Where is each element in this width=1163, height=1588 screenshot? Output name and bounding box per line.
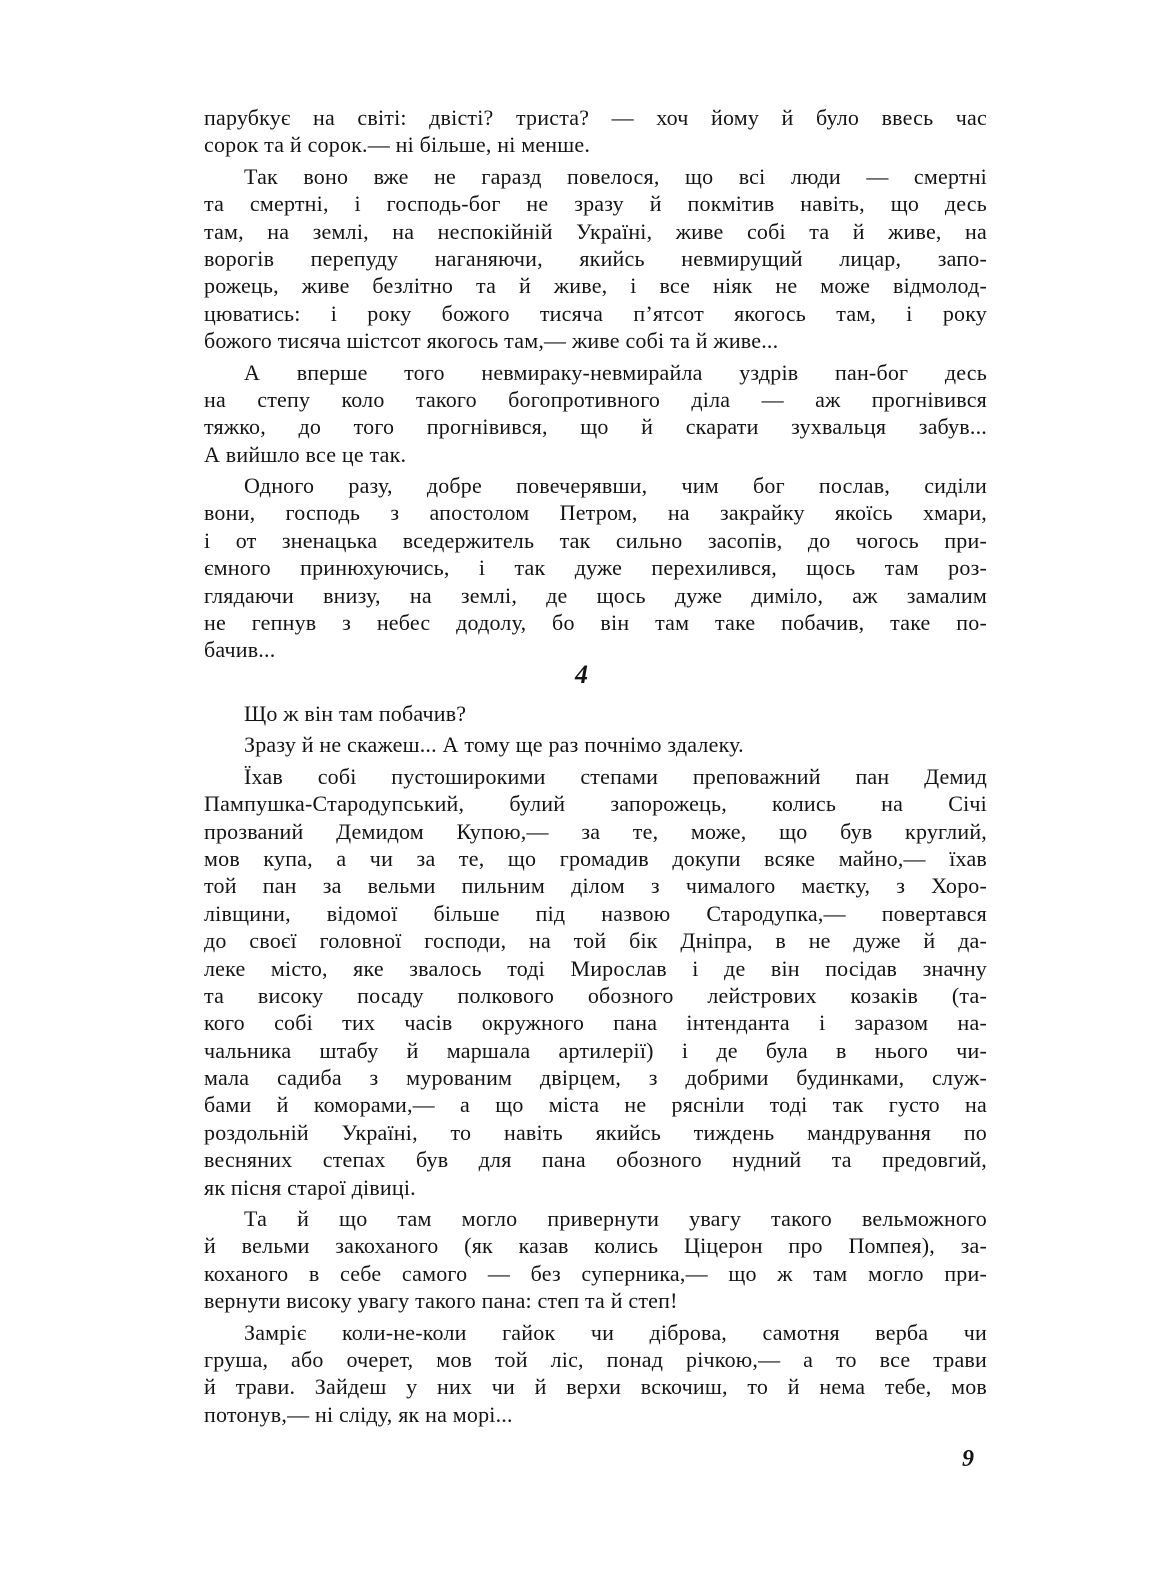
text-line: Та й що там могло привернути увагу такого вельможного [244,1206,987,1232]
text-line: не гепнув з небес додолу, бо він там таке побачив, таке по- [204,610,987,636]
text-line: як пісня старої дівиці. [204,1174,416,1200]
text-line: мов купа, а чи за те, що громадив докупи всяке майно,— їхав [204,845,987,871]
text-line: й трави. Зайдеш у них чи й верхи вскочиш, то й нема тебе, мов [204,1374,987,1400]
section-1-text [204,104,987,664]
text-line: на степу коло такого богопротивного діла — аж прогнівився [204,386,987,412]
text-line: та високу посаду полкового обозного лейстрових козаків (та- [204,982,987,1008]
text-line: прозваний Демидом Купою,— за те, може, що був круглий, [204,818,987,844]
text-line: й вельми закоханого (як казав колись Ціцерон про Помпея), за- [204,1233,987,1259]
paragraph [204,1205,987,1315]
text-line: Пампушка-Стародупський, булий запорожець, колись на Січі [204,791,987,817]
text-line: бачив... [204,637,276,663]
text-line: потонув,— ні сліду, як на морі... [204,1401,513,1427]
text-line: весняних степах був для пана обозного нудний та предовгий, [204,1147,987,1173]
text-line: ємного принюхуючись, і так дуже перехилився, щось там роз- [204,555,987,581]
text-line: ворогів перепуду наганяючи, якийсь невмирущий лицар, запо- [204,245,987,271]
text-line: і от зненацька вседержитель так сильно засопів, до чогось при- [204,527,987,553]
paragraph [204,1319,987,1429]
text-line: до своєї головної господи, на той бік Дніпра, в не дуже й да- [204,928,987,954]
paragraph [204,359,987,469]
text-line: там, на землі, на неспокійній Україні, живе собі та й живе, на [204,218,987,244]
text-line: А вперше того невмираку-невмирайла уздрів пан-бог десь [244,359,987,385]
text-line: рожець, живе безлітно та й живе, і все ніяк не може відмолод- [204,273,987,299]
paragraph [204,731,987,758]
text-line: божого тисяча шістсот якогось там,— живе собі та й живе... [204,328,779,354]
text-line: Зразу й не скажеш... А тому ще раз почнімо здалеку. [244,732,744,758]
text-line: сорок та й сорок.— ні більше, ні менше. [204,132,591,158]
text-line: Так воно вже не гаразд повелося, що всі люди — смертні [244,163,987,189]
text-line: груша, або очерет, мов той ліс, понад річкою,— а то все трави [204,1346,987,1372]
text-line: Їхав собі пустоширокими степами преповажний пан Демид [244,763,987,789]
chapter-number: 4 [575,660,588,689]
text-line: той пан за вельми пильним ділом з чималого маєтку, з Хоро- [204,873,987,899]
text-line: парубкує на світі: двісті? триста? — хоч йому й було ввесь час [204,105,987,130]
text-line: А вийшло все це так. [204,441,407,467]
text-line: та смертні, і господь-бог не зразу й покмітив навіть, що десь [204,191,987,217]
text-line: коханого в себе самого — без суперника,— що ж там могло при- [204,1260,987,1286]
paragraph [204,163,987,355]
text-line: кого собі тих часів окружного пана інтенданта і заразом на- [204,1010,987,1036]
text-line: лівщини, відомої більше під назвою Стародупка,— повертався [204,900,987,926]
text-line: Що ж він там побачив? [244,701,467,726]
text-line: бами й коморами,— а що міста не рясніли тоді так густо на [204,1092,987,1118]
text-line: роздольній Україні, то навіть якийсь тиждень мандрування по [204,1119,987,1145]
text-line: вернути високу увагу такого пана: степ та й степ! [204,1288,678,1314]
text-line: чальника штабу й маршала артилерії) і де була в нього чи- [204,1037,987,1063]
text-line: глядаючи внизу, на землі, де щось дуже диміло, аж замалим [204,582,987,608]
text-line: мала садиба з мурованим двірцем, з добрими будинками, служ- [204,1065,987,1091]
text-line: Одного разу, добре повечерявши, чим бог послав, сиділи [244,473,987,499]
text-line: тяжко, до того прогнівився, що й скарати зухвальця забув... [204,414,987,440]
paragraph [204,104,987,159]
paragraph [204,700,987,727]
text-line: леке місто, яке звалось тоді Мирослав і де він посідав значну [204,955,987,981]
text-line: Замріє коли-не-коли гайок чи діброва, самотня верба чи [244,1319,987,1345]
text-line: вони, господь з апостолом Петром, на закрайку якоїсь хмари, [204,500,987,526]
paragraph [204,472,987,664]
section-2-text [204,700,987,1428]
text-line: цюватись: і року божого тисяча п’ятсот якогось там, і року [204,300,987,326]
page-number: 9 [962,1446,974,1472]
paragraph [204,763,987,1201]
